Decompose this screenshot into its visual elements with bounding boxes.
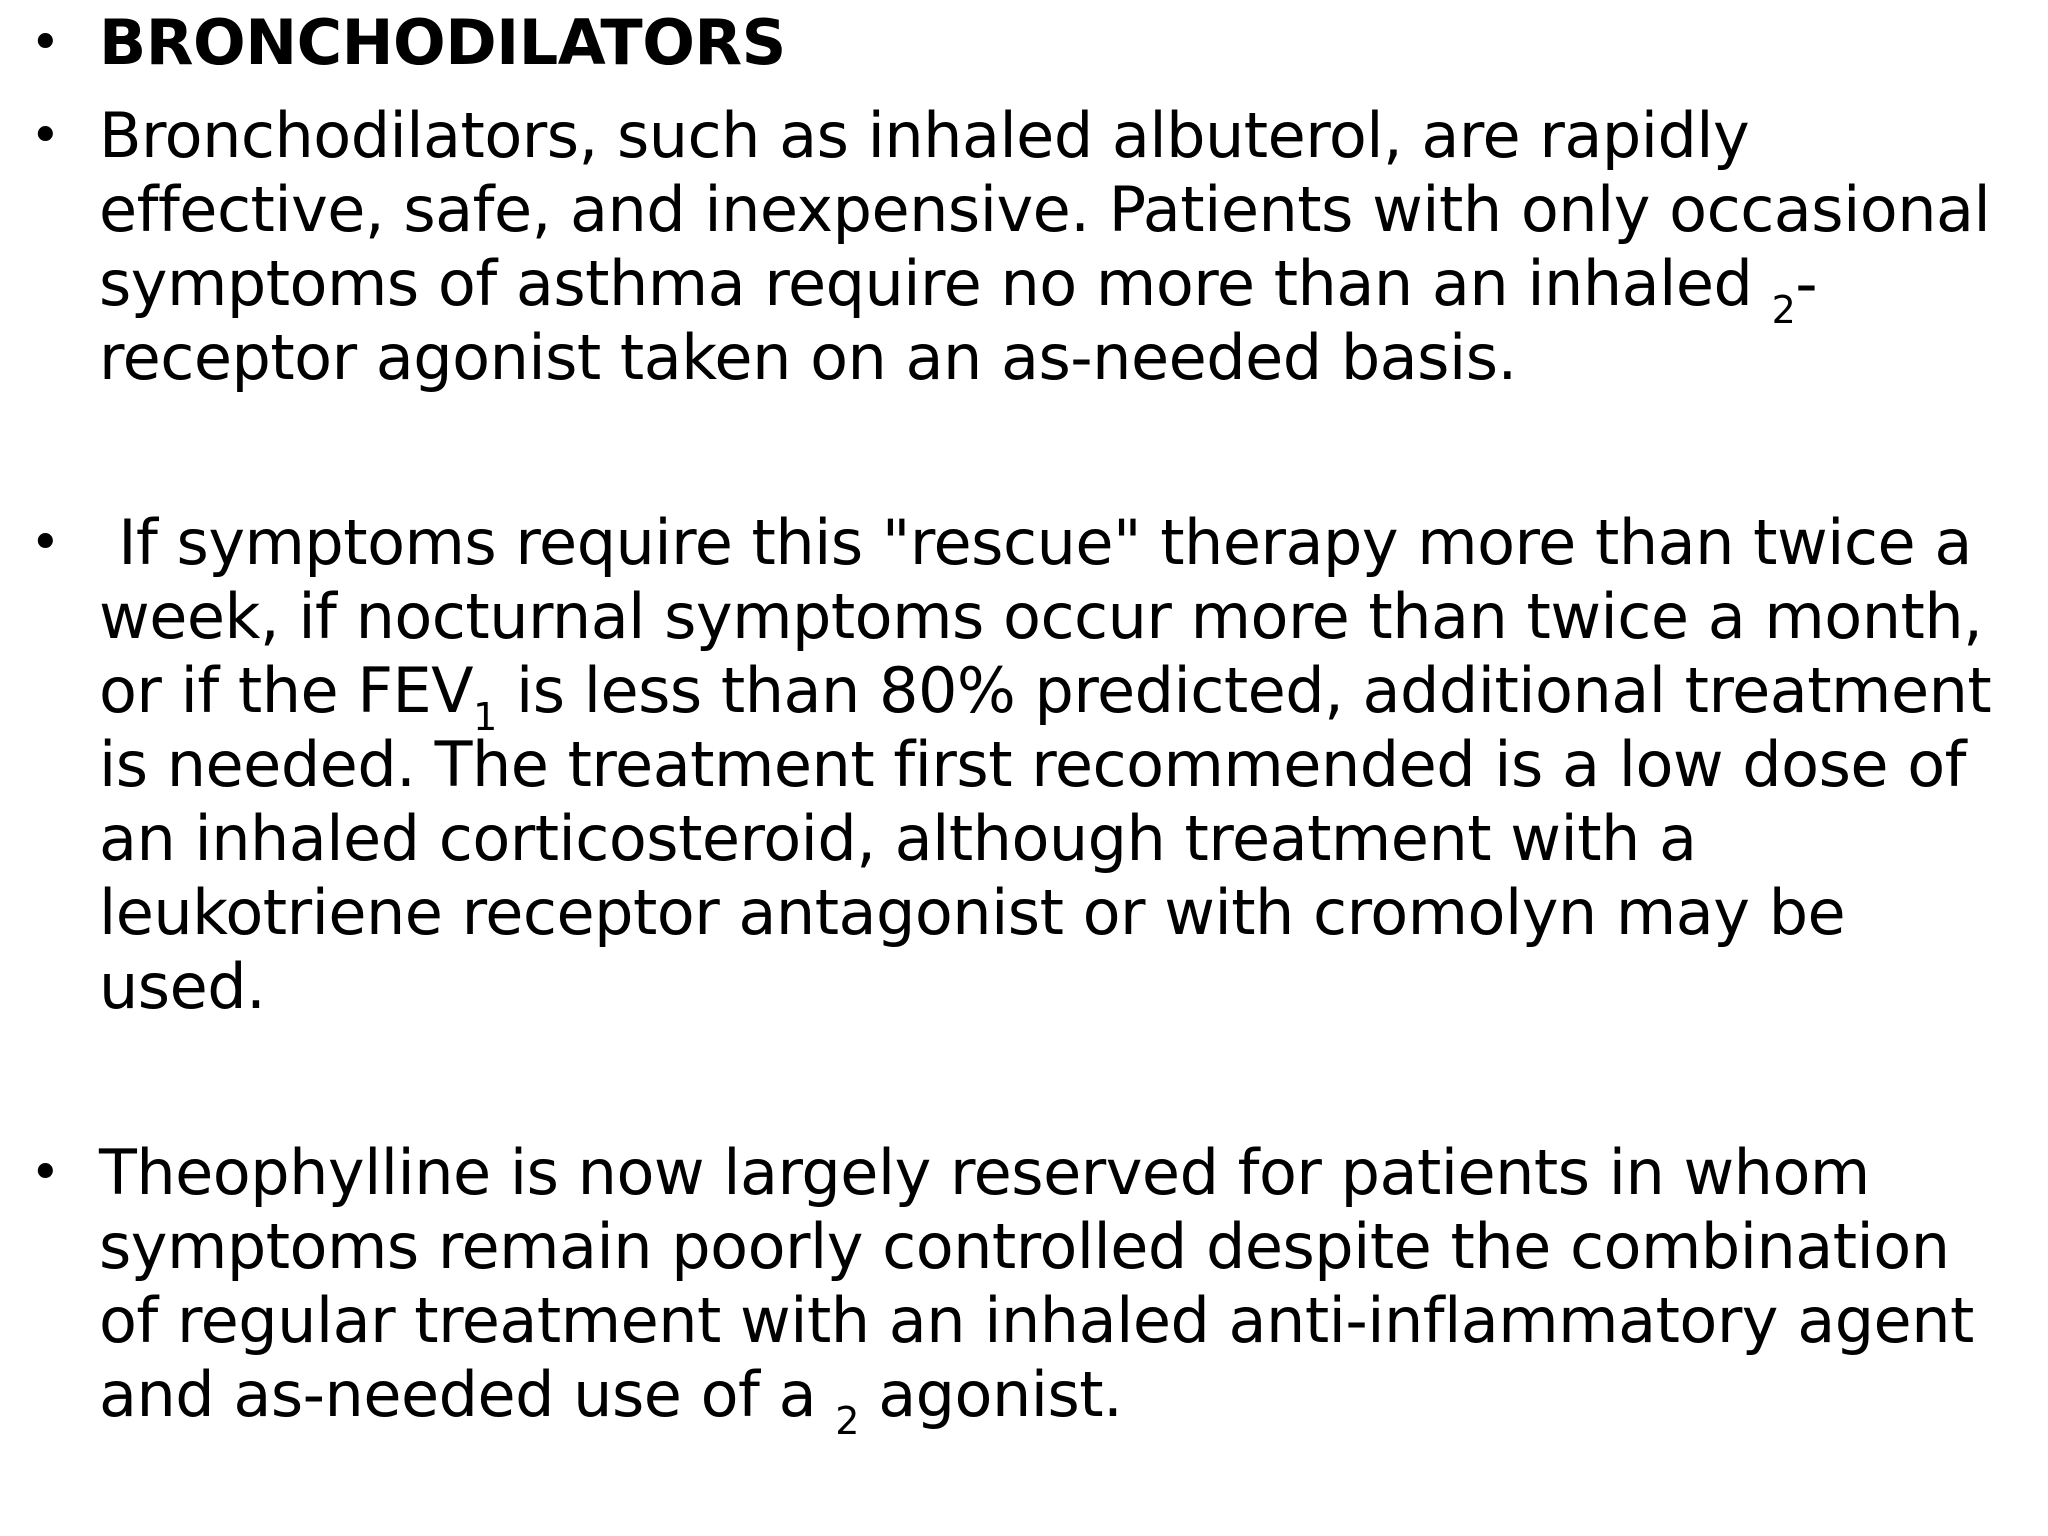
text-line: If symptoms require this "rescue" therapy more than twice a: [99, 506, 1972, 579]
text-line: an inhaled corticosteroid, although treatment with a: [99, 802, 1697, 875]
text-segment: symptoms of asthma require no more than an inhaled: [99, 247, 1772, 320]
subscript: 1: [473, 695, 497, 739]
text-segment: agonist.: [858, 1358, 1123, 1431]
text-line: symptoms remain poorly controlled despite the combination: [99, 1210, 1950, 1283]
text-line: used.: [99, 950, 266, 1023]
text-line: effective, safe, and inexpensive. Patients with only occasional: [99, 173, 1991, 246]
slide-heading: [99, 6, 2044, 80]
text-line: [99, 1358, 2044, 1443]
text-line: week, if nocturnal symptoms occur more than twice a month,: [99, 580, 1983, 653]
text-line: Theophylline is now largely reserved for patients in whom: [99, 1136, 1870, 1209]
heading-text: BRONCHODILATORS: [99, 6, 786, 79]
bullet-dot: •: [30, 106, 61, 166]
text-segment: or if the FEV: [99, 654, 474, 727]
bullet-dot: •: [30, 13, 61, 73]
text-line: leukotriene receptor antagonist or with cromolyn may be: [99, 876, 1846, 949]
bullet-dot: •: [30, 513, 61, 573]
bullet-dot: •: [30, 1143, 61, 1203]
subscript: 2: [1771, 288, 1796, 332]
paragraph-albuterol: [99, 99, 2044, 395]
text-line: is needed. The treatment first recommended is a low dose of: [99, 728, 1967, 801]
text-segment: is less than 80% predicted, additional treatment: [496, 654, 1992, 727]
subscript: 2: [835, 1399, 859, 1443]
text-line: [99, 247, 2044, 332]
text-segment: -: [1795, 247, 1818, 320]
text-line: receptor agonist taken on an as-needed basis.: [99, 321, 1517, 394]
paragraph-rescue-therapy: [99, 506, 2044, 1024]
text-line: [99, 654, 2044, 739]
paragraph-theophylline: [99, 1136, 2044, 1443]
text-segment: and as-needed use of a: [99, 1358, 836, 1431]
text-line: of regular treatment with an inhaled anti-inflammatory agent: [99, 1284, 1974, 1357]
text-line: Bronchodilators, such as inhaled albuterol, are rapidly: [99, 99, 1750, 172]
